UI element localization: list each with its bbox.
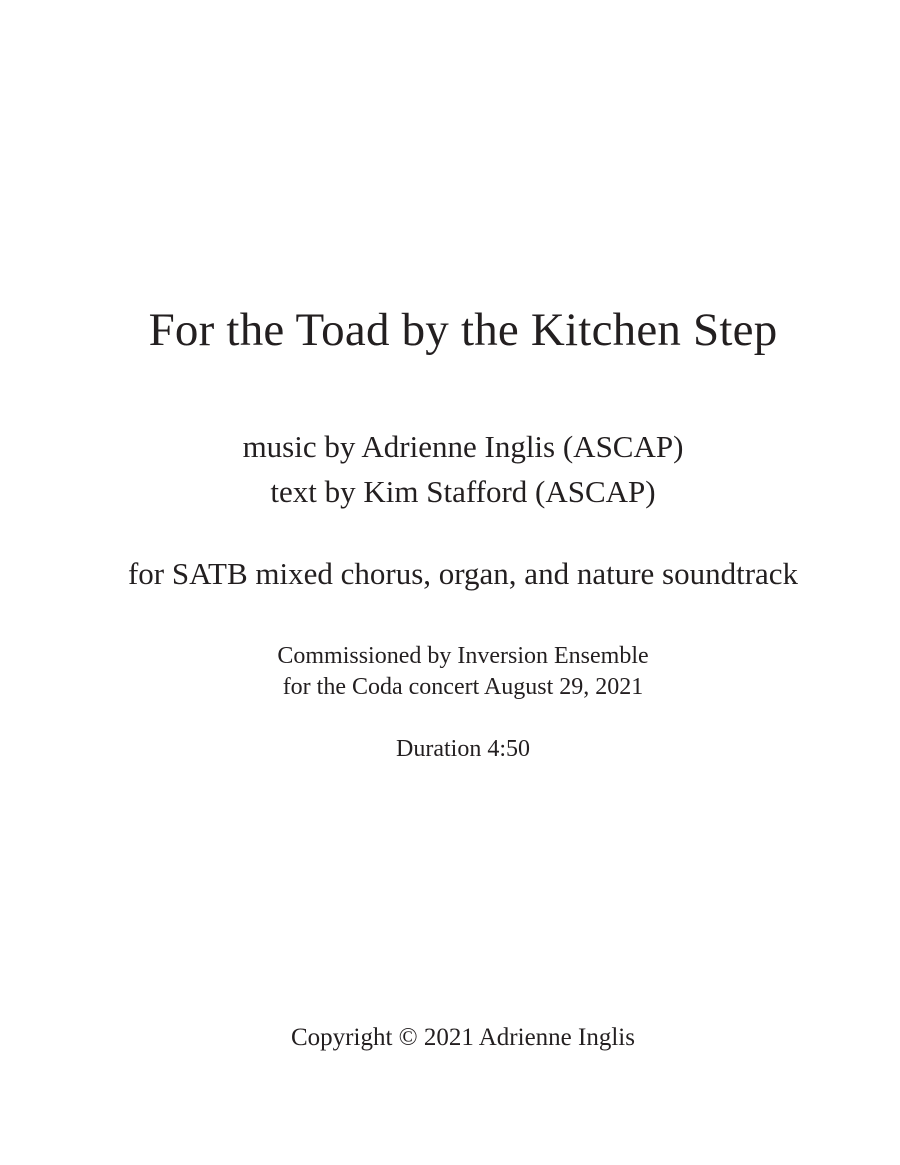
duration: Duration 4:50	[396, 736, 530, 762]
text-credit: text by Kim Stafford (ASCAP)	[270, 474, 656, 509]
commission-line-1: Commissioned by Inversion Ensemble	[277, 643, 649, 669]
page-title: For the Toad by the Kitchen Step	[148, 304, 778, 356]
music-credit: music by Adrienne Inglis (ASCAP)	[242, 429, 684, 464]
copyright-notice: Copyright © 2021 Adrienne Inglis	[291, 1024, 635, 1051]
commission-line-2: for the Coda concert August 29, 2021	[282, 674, 644, 700]
instrumentation: for SATB mixed chorus, organ, and nature soundtrack	[127, 556, 799, 591]
